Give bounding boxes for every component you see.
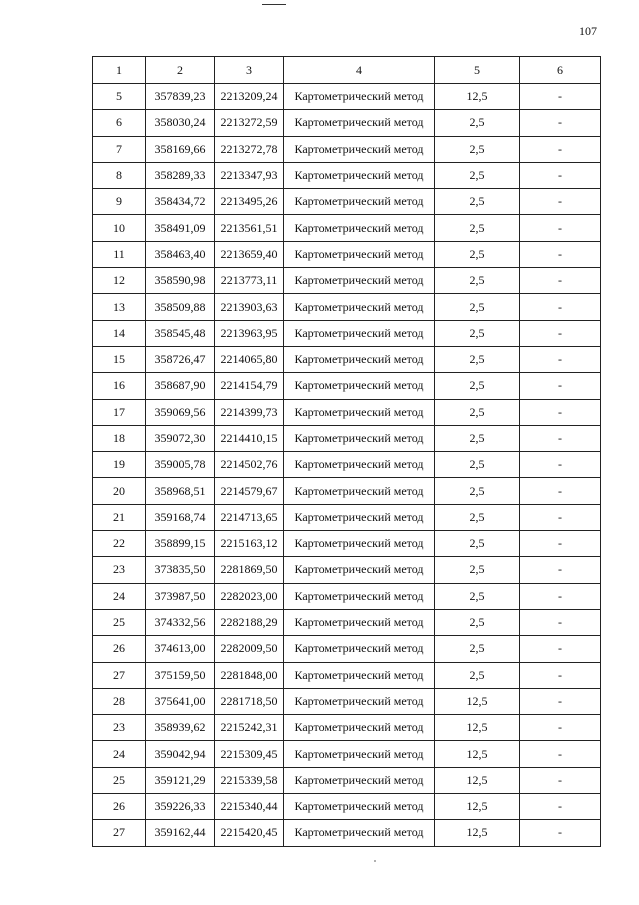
table-body — [93, 57, 601, 847]
cell-x-coordinate: 373987,50 — [146, 583, 215, 609]
table-row — [93, 557, 601, 583]
cell-accuracy: 2,5 — [435, 399, 520, 425]
cell-y-coordinate: 2213963,95 — [215, 320, 284, 346]
cell-note: - — [520, 741, 601, 767]
cell-method: Картометрический метод — [284, 425, 435, 451]
table-row — [93, 478, 601, 504]
table-header-row — [93, 57, 601, 84]
cell-note: - — [520, 557, 601, 583]
cell-method: Картометрический метод — [284, 294, 435, 320]
cell-note: - — [520, 609, 601, 635]
cell-x-coordinate: 359226,33 — [146, 794, 215, 820]
table-row — [93, 215, 601, 241]
cell-x-coordinate: 357839,23 — [146, 84, 215, 110]
cell-note: - — [520, 346, 601, 372]
cell-method: Картометрический метод — [284, 268, 435, 294]
cell-method: Картометрический метод — [284, 609, 435, 635]
cell-point-number: 13 — [93, 294, 146, 320]
cell-accuracy: 2,5 — [435, 452, 520, 478]
cell-point-number: 6 — [93, 110, 146, 136]
cell-x-coordinate: 375159,50 — [146, 662, 215, 688]
table-row — [93, 425, 601, 451]
cell-accuracy: 2,5 — [435, 583, 520, 609]
cell-method: Картометрический метод — [284, 110, 435, 136]
cell-point-number: 27 — [93, 662, 146, 688]
cell-accuracy: 2,5 — [435, 636, 520, 662]
header-cell-5: 5 — [435, 57, 520, 84]
cell-point-number: 23 — [93, 715, 146, 741]
table-row — [93, 373, 601, 399]
cell-note: - — [520, 504, 601, 530]
cell-y-coordinate: 2213272,59 — [215, 110, 284, 136]
cell-note: - — [520, 215, 601, 241]
cell-point-number: 25 — [93, 609, 146, 635]
table-row — [93, 504, 601, 530]
table-row — [93, 688, 601, 714]
cell-note: - — [520, 320, 601, 346]
cell-x-coordinate: 358434,72 — [146, 189, 215, 215]
cell-point-number: 12 — [93, 268, 146, 294]
cell-x-coordinate: 358289,33 — [146, 162, 215, 188]
table-row — [93, 794, 601, 820]
cell-y-coordinate: 2282023,00 — [215, 583, 284, 609]
cell-method: Картометрический метод — [284, 373, 435, 399]
cell-note: - — [520, 268, 601, 294]
cell-note: - — [520, 478, 601, 504]
scan-speck — [374, 860, 376, 862]
table-row — [93, 399, 601, 425]
cell-accuracy: 2,5 — [435, 425, 520, 451]
cell-method: Картометрический метод — [284, 189, 435, 215]
cell-accuracy: 2,5 — [435, 373, 520, 399]
table-row — [93, 452, 601, 478]
cell-x-coordinate: 358509,88 — [146, 294, 215, 320]
cell-note: - — [520, 110, 601, 136]
page-number: 107 — [579, 24, 597, 38]
cell-note: - — [520, 136, 601, 162]
cell-method: Картометрический метод — [284, 504, 435, 530]
cell-note: - — [520, 688, 601, 714]
cell-method: Картометрический метод — [284, 662, 435, 688]
cell-accuracy: 2,5 — [435, 504, 520, 530]
coordinates-table — [92, 56, 601, 847]
cell-x-coordinate: 358545,48 — [146, 320, 215, 346]
cell-method: Картометрический метод — [284, 531, 435, 557]
cell-accuracy: 12,5 — [435, 688, 520, 714]
cell-x-coordinate: 374613,00 — [146, 636, 215, 662]
cell-accuracy: 2,5 — [435, 189, 520, 215]
cell-point-number: 9 — [93, 189, 146, 215]
cell-note: - — [520, 241, 601, 267]
cell-method: Картометрический метод — [284, 820, 435, 846]
cell-point-number: 10 — [93, 215, 146, 241]
cell-y-coordinate: 2214502,76 — [215, 452, 284, 478]
cell-point-number: 26 — [93, 636, 146, 662]
cell-x-coordinate: 358491,09 — [146, 215, 215, 241]
cell-method: Картометрический метод — [284, 84, 435, 110]
cell-point-number: 16 — [93, 373, 146, 399]
cell-method: Картометрический метод — [284, 583, 435, 609]
cell-accuracy: 2,5 — [435, 557, 520, 583]
cell-point-number: 26 — [93, 794, 146, 820]
cell-y-coordinate: 2215339,58 — [215, 767, 284, 793]
table-row — [93, 767, 601, 793]
header-cell-3: 3 — [215, 57, 284, 84]
cell-y-coordinate: 2213903,63 — [215, 294, 284, 320]
cell-note: - — [520, 794, 601, 820]
cell-method: Картометрический метод — [284, 215, 435, 241]
cell-method: Картометрический метод — [284, 399, 435, 425]
header-cell-4: 4 — [284, 57, 435, 84]
table-row — [93, 715, 601, 741]
cell-y-coordinate: 2213495,26 — [215, 189, 284, 215]
cell-point-number: 11 — [93, 241, 146, 267]
cell-note: - — [520, 399, 601, 425]
cell-point-number: 22 — [93, 531, 146, 557]
cell-accuracy: 2,5 — [435, 162, 520, 188]
table-row — [93, 294, 601, 320]
cell-accuracy: 2,5 — [435, 294, 520, 320]
cell-method: Картометрический метод — [284, 688, 435, 714]
cell-point-number: 21 — [93, 504, 146, 530]
cell-x-coordinate: 358030,24 — [146, 110, 215, 136]
cell-method: Картометрический метод — [284, 136, 435, 162]
cell-method: Картометрический метод — [284, 715, 435, 741]
cell-accuracy: 2,5 — [435, 241, 520, 267]
cell-accuracy: 12,5 — [435, 794, 520, 820]
table-row — [93, 662, 601, 688]
cell-y-coordinate: 2213773,11 — [215, 268, 284, 294]
cell-x-coordinate: 359072,30 — [146, 425, 215, 451]
cell-point-number: 19 — [93, 452, 146, 478]
table-row — [93, 268, 601, 294]
cell-point-number: 20 — [93, 478, 146, 504]
cell-accuracy: 12,5 — [435, 820, 520, 846]
cell-y-coordinate: 2215309,45 — [215, 741, 284, 767]
cell-accuracy: 2,5 — [435, 215, 520, 241]
cell-x-coordinate: 358968,51 — [146, 478, 215, 504]
cell-x-coordinate: 358687,90 — [146, 373, 215, 399]
cell-accuracy: 2,5 — [435, 268, 520, 294]
cell-x-coordinate: 358939,62 — [146, 715, 215, 741]
cell-y-coordinate: 2215420,45 — [215, 820, 284, 846]
cell-y-coordinate: 2214410,15 — [215, 425, 284, 451]
table-row — [93, 241, 601, 267]
cell-method: Картометрический метод — [284, 241, 435, 267]
cell-method: Картометрический метод — [284, 794, 435, 820]
table-row — [93, 189, 601, 215]
cell-y-coordinate: 2214713,65 — [215, 504, 284, 530]
cell-point-number: 24 — [93, 583, 146, 609]
cell-accuracy: 2,5 — [435, 478, 520, 504]
header-cell-6: 6 — [520, 57, 601, 84]
cell-point-number: 25 — [93, 767, 146, 793]
header-cell-2: 2 — [146, 57, 215, 84]
cell-point-number: 14 — [93, 320, 146, 346]
cell-x-coordinate: 359005,78 — [146, 452, 215, 478]
table-row — [93, 531, 601, 557]
cell-method: Картометрический метод — [284, 636, 435, 662]
cell-y-coordinate: 2282009,50 — [215, 636, 284, 662]
table-row — [93, 320, 601, 346]
cell-x-coordinate: 358726,47 — [146, 346, 215, 372]
cell-y-coordinate: 2215340,44 — [215, 794, 284, 820]
table-row — [93, 583, 601, 609]
cell-y-coordinate: 2215163,12 — [215, 531, 284, 557]
top-edge-mark — [262, 4, 286, 5]
cell-accuracy: 2,5 — [435, 110, 520, 136]
cell-accuracy: 2,5 — [435, 662, 520, 688]
cell-note: - — [520, 373, 601, 399]
cell-note: - — [520, 162, 601, 188]
cell-note: - — [520, 715, 601, 741]
cell-accuracy: 12,5 — [435, 84, 520, 110]
cell-method: Картометрический метод — [284, 767, 435, 793]
cell-y-coordinate: 2214065,80 — [215, 346, 284, 372]
cell-x-coordinate: 373835,50 — [146, 557, 215, 583]
cell-x-coordinate: 374332,56 — [146, 609, 215, 635]
cell-y-coordinate: 2213209,24 — [215, 84, 284, 110]
cell-accuracy: 12,5 — [435, 767, 520, 793]
cell-accuracy: 2,5 — [435, 136, 520, 162]
cell-note: - — [520, 189, 601, 215]
cell-y-coordinate: 2215242,31 — [215, 715, 284, 741]
cell-y-coordinate: 2214399,73 — [215, 399, 284, 425]
cell-x-coordinate: 359069,56 — [146, 399, 215, 425]
cell-note: - — [520, 531, 601, 557]
cell-point-number: 23 — [93, 557, 146, 583]
cell-note: - — [520, 583, 601, 609]
cell-note: - — [520, 294, 601, 320]
cell-y-coordinate: 2213659,40 — [215, 241, 284, 267]
cell-point-number: 7 — [93, 136, 146, 162]
cell-method: Картометрический метод — [284, 557, 435, 583]
cell-x-coordinate: 359162,44 — [146, 820, 215, 846]
cell-method: Картометрический метод — [284, 478, 435, 504]
cell-accuracy: 12,5 — [435, 715, 520, 741]
cell-point-number: 28 — [93, 688, 146, 714]
cell-x-coordinate: 359168,74 — [146, 504, 215, 530]
cell-y-coordinate: 2214154,79 — [215, 373, 284, 399]
cell-note: - — [520, 820, 601, 846]
cell-point-number: 8 — [93, 162, 146, 188]
cell-y-coordinate: 2213561,51 — [215, 215, 284, 241]
cell-accuracy: 2,5 — [435, 531, 520, 557]
cell-x-coordinate: 358590,98 — [146, 268, 215, 294]
cell-note: - — [520, 636, 601, 662]
cell-y-coordinate: 2282188,29 — [215, 609, 284, 635]
cell-point-number: 17 — [93, 399, 146, 425]
cell-note: - — [520, 767, 601, 793]
cell-y-coordinate: 2281718,50 — [215, 688, 284, 714]
cell-y-coordinate: 2213272,78 — [215, 136, 284, 162]
cell-method: Картометрический метод — [284, 741, 435, 767]
cell-method: Картометрический метод — [284, 162, 435, 188]
cell-note: - — [520, 662, 601, 688]
table-row — [93, 84, 601, 110]
cell-accuracy: 2,5 — [435, 609, 520, 635]
cell-y-coordinate: 2281869,50 — [215, 557, 284, 583]
cell-x-coordinate: 358899,15 — [146, 531, 215, 557]
cell-note: - — [520, 84, 601, 110]
cell-note: - — [520, 425, 601, 451]
cell-accuracy: 12,5 — [435, 741, 520, 767]
header-cell-1: 1 — [93, 57, 146, 84]
cell-y-coordinate: 2281848,00 — [215, 662, 284, 688]
cell-method: Картометрический метод — [284, 346, 435, 372]
table-row — [93, 110, 601, 136]
table-row — [93, 820, 601, 846]
cell-y-coordinate: 2214579,67 — [215, 478, 284, 504]
cell-point-number: 24 — [93, 741, 146, 767]
cell-point-number: 5 — [93, 84, 146, 110]
cell-note: - — [520, 452, 601, 478]
cell-method: Картометрический метод — [284, 320, 435, 346]
table-row — [93, 609, 601, 635]
cell-point-number: 18 — [93, 425, 146, 451]
cell-y-coordinate: 2213347,93 — [215, 162, 284, 188]
table-row — [93, 162, 601, 188]
cell-x-coordinate: 358169,66 — [146, 136, 215, 162]
table-row — [93, 741, 601, 767]
cell-x-coordinate: 359042,94 — [146, 741, 215, 767]
table-row — [93, 136, 601, 162]
cell-accuracy: 2,5 — [435, 320, 520, 346]
cell-accuracy: 2,5 — [435, 346, 520, 372]
cell-point-number: 15 — [93, 346, 146, 372]
cell-method: Картометрический метод — [284, 452, 435, 478]
cell-x-coordinate: 375641,00 — [146, 688, 215, 714]
cell-x-coordinate: 359121,29 — [146, 767, 215, 793]
table-row — [93, 636, 601, 662]
cell-point-number: 27 — [93, 820, 146, 846]
table-row — [93, 346, 601, 372]
cell-x-coordinate: 358463,40 — [146, 241, 215, 267]
